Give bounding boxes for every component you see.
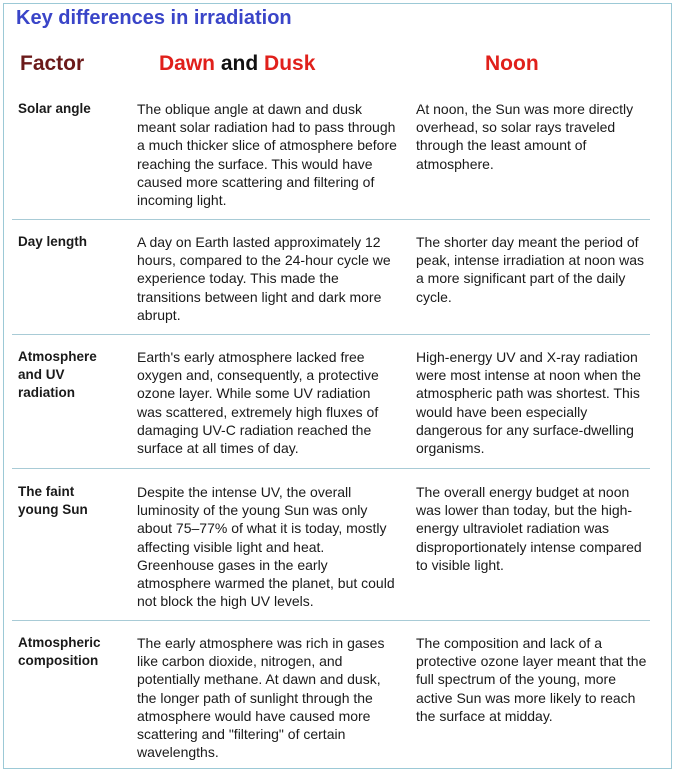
row-divider [12,468,650,469]
noon-cell: The overall energy budget at noon was lower than today, but the high-energy ultraviolet radiation was disproportionately intense compared to visible light. [416,484,642,573]
header-dusk: Dusk [264,52,316,75]
factor-cell: Solar angle [18,101,91,116]
noon-cell: The shorter day meant the period of peak, intense irradiation at noon was a more significant part of the daily cycle. [416,234,645,305]
row-divider [12,334,650,335]
page-title: Key differences in irradiation [16,7,292,29]
noon-cell: High-energy UV and X-ray radiation were most intense at noon when the atmospheric path was shortest. This would have been especially dangerous for any surface-dwelling organisms. [416,349,641,457]
header-and: and [220,52,259,75]
dawn-dusk-cell: Earth's early atmosphere lacked free oxygen and, consequently, a protective ozone layer. While some UV radiation was scattered, extremely high fluxes of damaging UV-C radiation reached the surface at all times of day. [137,349,379,457]
row-divider [12,219,650,220]
column-header-noon: Noon [485,52,539,75]
factor-cell: Day length [18,234,88,249]
row-divider [12,620,650,621]
factor-cell: Atmosphere and UV radiation [18,349,97,401]
header-dawn: Dawn [159,52,216,75]
noon-cell: The composition and lack of a protective ozone layer meant that the full spectrum of the young, more active Sun was more likely to reach the surface at midday. [416,635,647,724]
column-header-dawn-dusk [159,52,315,76]
dawn-dusk-cell: A day on Earth lasted approximately 12 hours, compared to the 24-hour cycle we experience today. This made the transitions between light and dark more abrupt. [137,234,391,323]
factor-cell: The faint young Sun [18,484,88,518]
factor-cell: Atmospheric composition [18,635,101,669]
dawn-dusk-cell: Despite the intense UV, the overall luminosity of the young Sun was only about 75–77% of what it is today, mostly affecting visible light and heat. Greenhouse gases in the early atmosphere warmed the planet, but could not block the high UV levels. [137,484,395,610]
noon-cell: At noon, the Sun was more directly overhead, so solar rays traveled through the least amount of atmosphere. [416,101,634,172]
dawn-dusk-cell: The early atmosphere was rich in gases like carbon dioxide, nitrogen, and potentially methane. At dawn and dusk, the longer path of sunlight through the atmosphere would have caused more scattering and "filtering" of certain wavelengths. [137,635,385,761]
dawn-dusk-cell: The oblique angle at dawn and dusk meant solar radiation had to pass through a much thicker slice of atmosphere before reaching the surface. This would have caused more scattering and filtering of incoming light. [137,101,397,209]
column-header-factor: Factor [20,52,85,75]
